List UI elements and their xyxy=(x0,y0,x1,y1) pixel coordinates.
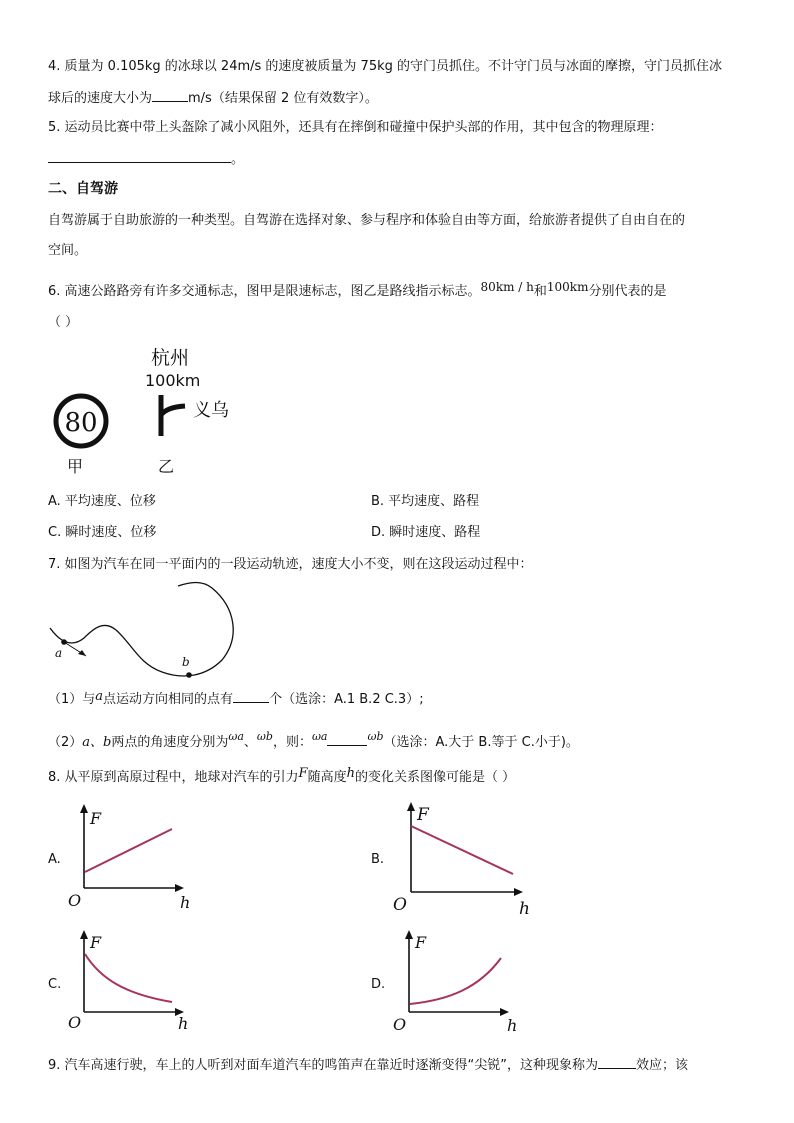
q7-sub2 xyxy=(48,732,579,752)
q8-option-a-label[interactable]: A. xyxy=(48,852,61,867)
q8-option-d-label[interactable]: D. xyxy=(371,977,386,992)
graph-c-origin: O xyxy=(68,1013,82,1032)
graph-b-ylabel: F xyxy=(417,805,429,825)
q8-option-c-label[interactable]: C. xyxy=(48,977,62,992)
q7-sub1-var: a xyxy=(95,689,104,704)
q7-sub1-c: 个（选涂：A.1 B.2 C.3）; xyxy=(269,692,424,707)
trajectory-diagram xyxy=(44,578,244,683)
omega-a: ωa xyxy=(228,730,244,743)
omega-b: ωb xyxy=(256,730,273,743)
graph-a-ylabel: F xyxy=(90,809,102,828)
graph-b xyxy=(389,800,531,922)
section-paragraph-line2: 空间。 xyxy=(48,243,88,258)
q7-stem: 7. 如图为汽车在同一平面内的一段运动轨迹，速度大小不变，则在这段运动过程中： xyxy=(48,557,533,572)
q6-paren: （ ） xyxy=(48,315,79,330)
graph-b-curve xyxy=(411,826,513,874)
q7-sub2-b: 两点的角速度分别为 xyxy=(111,735,229,750)
q8-var-F: F xyxy=(298,766,308,781)
q6-he: 和 xyxy=(533,284,547,299)
graph-c-xlabel: h xyxy=(178,1014,189,1033)
q6-stem-b: 分别代表的是 xyxy=(588,284,667,299)
point-a-label: a xyxy=(55,646,63,660)
q6-speed-unit: 80km / h xyxy=(480,280,534,294)
q8-stem-c: 的变化关系图像可能是（ ） xyxy=(354,770,516,785)
speed-limit-value: 80 xyxy=(64,408,98,438)
q5-line1: 5. 运动员比赛中带上头盔除了减小风阻外，还具有在摔倒和碰撞中保护头部的作用，其中包含的物理原理： xyxy=(48,120,663,135)
graph-a-xlabel: h xyxy=(180,893,191,912)
q6-option-a[interactable]: A. 平均速度、位移 xyxy=(48,494,156,509)
q6-option-b[interactable]: B. 平均速度、路程 xyxy=(371,494,480,509)
route-sign-arrow xyxy=(155,393,195,437)
label-yi: 乙 xyxy=(158,457,175,476)
q7-sub1 xyxy=(48,689,424,709)
q7-sub2-c: ，则： xyxy=(272,735,312,750)
graph-d-ylabel: F xyxy=(415,933,427,952)
section-title: 二、自驾游 xyxy=(48,181,118,197)
q7-sub1-a: （1）与 xyxy=(48,692,96,707)
q8-stem-a: 8. 从平原到高原过程中，地球对汽车的引力 xyxy=(48,770,299,785)
graph-c-curve xyxy=(85,954,172,1002)
sign-distance: 100km xyxy=(145,371,201,390)
q8-var-h: h xyxy=(346,766,355,781)
q4-line2 xyxy=(48,88,378,108)
q7-sub2-d: （选涂：A.大于 B.等于 C.小于)。 xyxy=(383,735,579,750)
q6-stem-a: 6. 高速公路路旁有许多交通标志，图甲是限速标志，图乙是路线指示标志。 xyxy=(48,284,481,299)
q6-option-d[interactable]: D. 瞬时速度、路程 xyxy=(371,525,481,540)
q9-line xyxy=(48,1055,688,1075)
graph-c xyxy=(64,928,194,1034)
omega-b-compare: ωb xyxy=(367,730,384,743)
graph-d xyxy=(389,928,519,1036)
graph-b-origin: O xyxy=(393,895,407,915)
q7-sub2-blank[interactable] xyxy=(327,732,367,746)
q5-line2 xyxy=(48,149,244,169)
q6-distance-unit: 100km xyxy=(546,280,589,294)
speed-limit-sign xyxy=(48,393,114,449)
sign-city-yiwu: 义乌 xyxy=(193,400,229,421)
section-paragraph-line1: 自驾游属于自助旅游的一种类型。自驾游在选择对象、参与程序和体验自由等方面，给旅游者提供了自由自在的 xyxy=(48,213,686,228)
q9-blank[interactable] xyxy=(598,1055,636,1069)
q7-sub1-blank[interactable] xyxy=(233,689,269,703)
q6-stem xyxy=(48,282,666,301)
graph-a xyxy=(64,802,194,914)
q7-sub2-ab: a、b xyxy=(82,735,112,750)
sign-city-hangzhou: 杭州 xyxy=(151,347,190,369)
q8-stem-b: 随高度 xyxy=(307,770,347,785)
omega-a-compare: ωa xyxy=(311,730,328,743)
q7-sub2-sep: 、 xyxy=(243,735,257,750)
point-b-label: b xyxy=(182,655,190,669)
graph-a-origin: O xyxy=(68,891,82,910)
q4-answer-blank[interactable] xyxy=(152,88,188,102)
q5-end: 。 xyxy=(231,152,245,167)
graph-c-ylabel: F xyxy=(90,933,102,952)
label-jia: 甲 xyxy=(67,457,84,476)
q8-stem xyxy=(48,766,516,787)
q4-line1: 4. 质量为 0.105kg 的冰球以 24m/s 的速度被质量为 75kg 的守门员抓住。不计守门员与冰面的摩擦，守门员抓住冰 xyxy=(48,59,723,74)
graph-a-curve xyxy=(85,829,172,872)
q5-answer-blank[interactable] xyxy=(48,149,231,163)
q6-option-c[interactable]: C. 瞬时速度、位移 xyxy=(48,525,157,540)
q9-text-a: 9. 汽车高速行驶，车上的人听到对面车道汽车的鸣笛声在靠近时逐渐变得“尖锐”，这种现象称为 xyxy=(48,1058,599,1073)
graph-d-curve xyxy=(410,958,501,1004)
graph-b-xlabel: h xyxy=(519,899,530,919)
q4-text-before: 球后的速度大小为 xyxy=(48,91,153,106)
q9-text-b: 效应；该 xyxy=(636,1058,689,1073)
graph-d-origin: O xyxy=(393,1015,407,1034)
q7-sub2-a: （2） xyxy=(48,735,83,750)
q8-option-b-label[interactable]: B. xyxy=(371,852,385,867)
graph-d-xlabel: h xyxy=(507,1016,518,1035)
q7-sub1-b: 点运动方向相同的点有 xyxy=(103,692,234,707)
q4-text-after: m/s（结果保留 2 位有效数字）。 xyxy=(188,91,378,106)
